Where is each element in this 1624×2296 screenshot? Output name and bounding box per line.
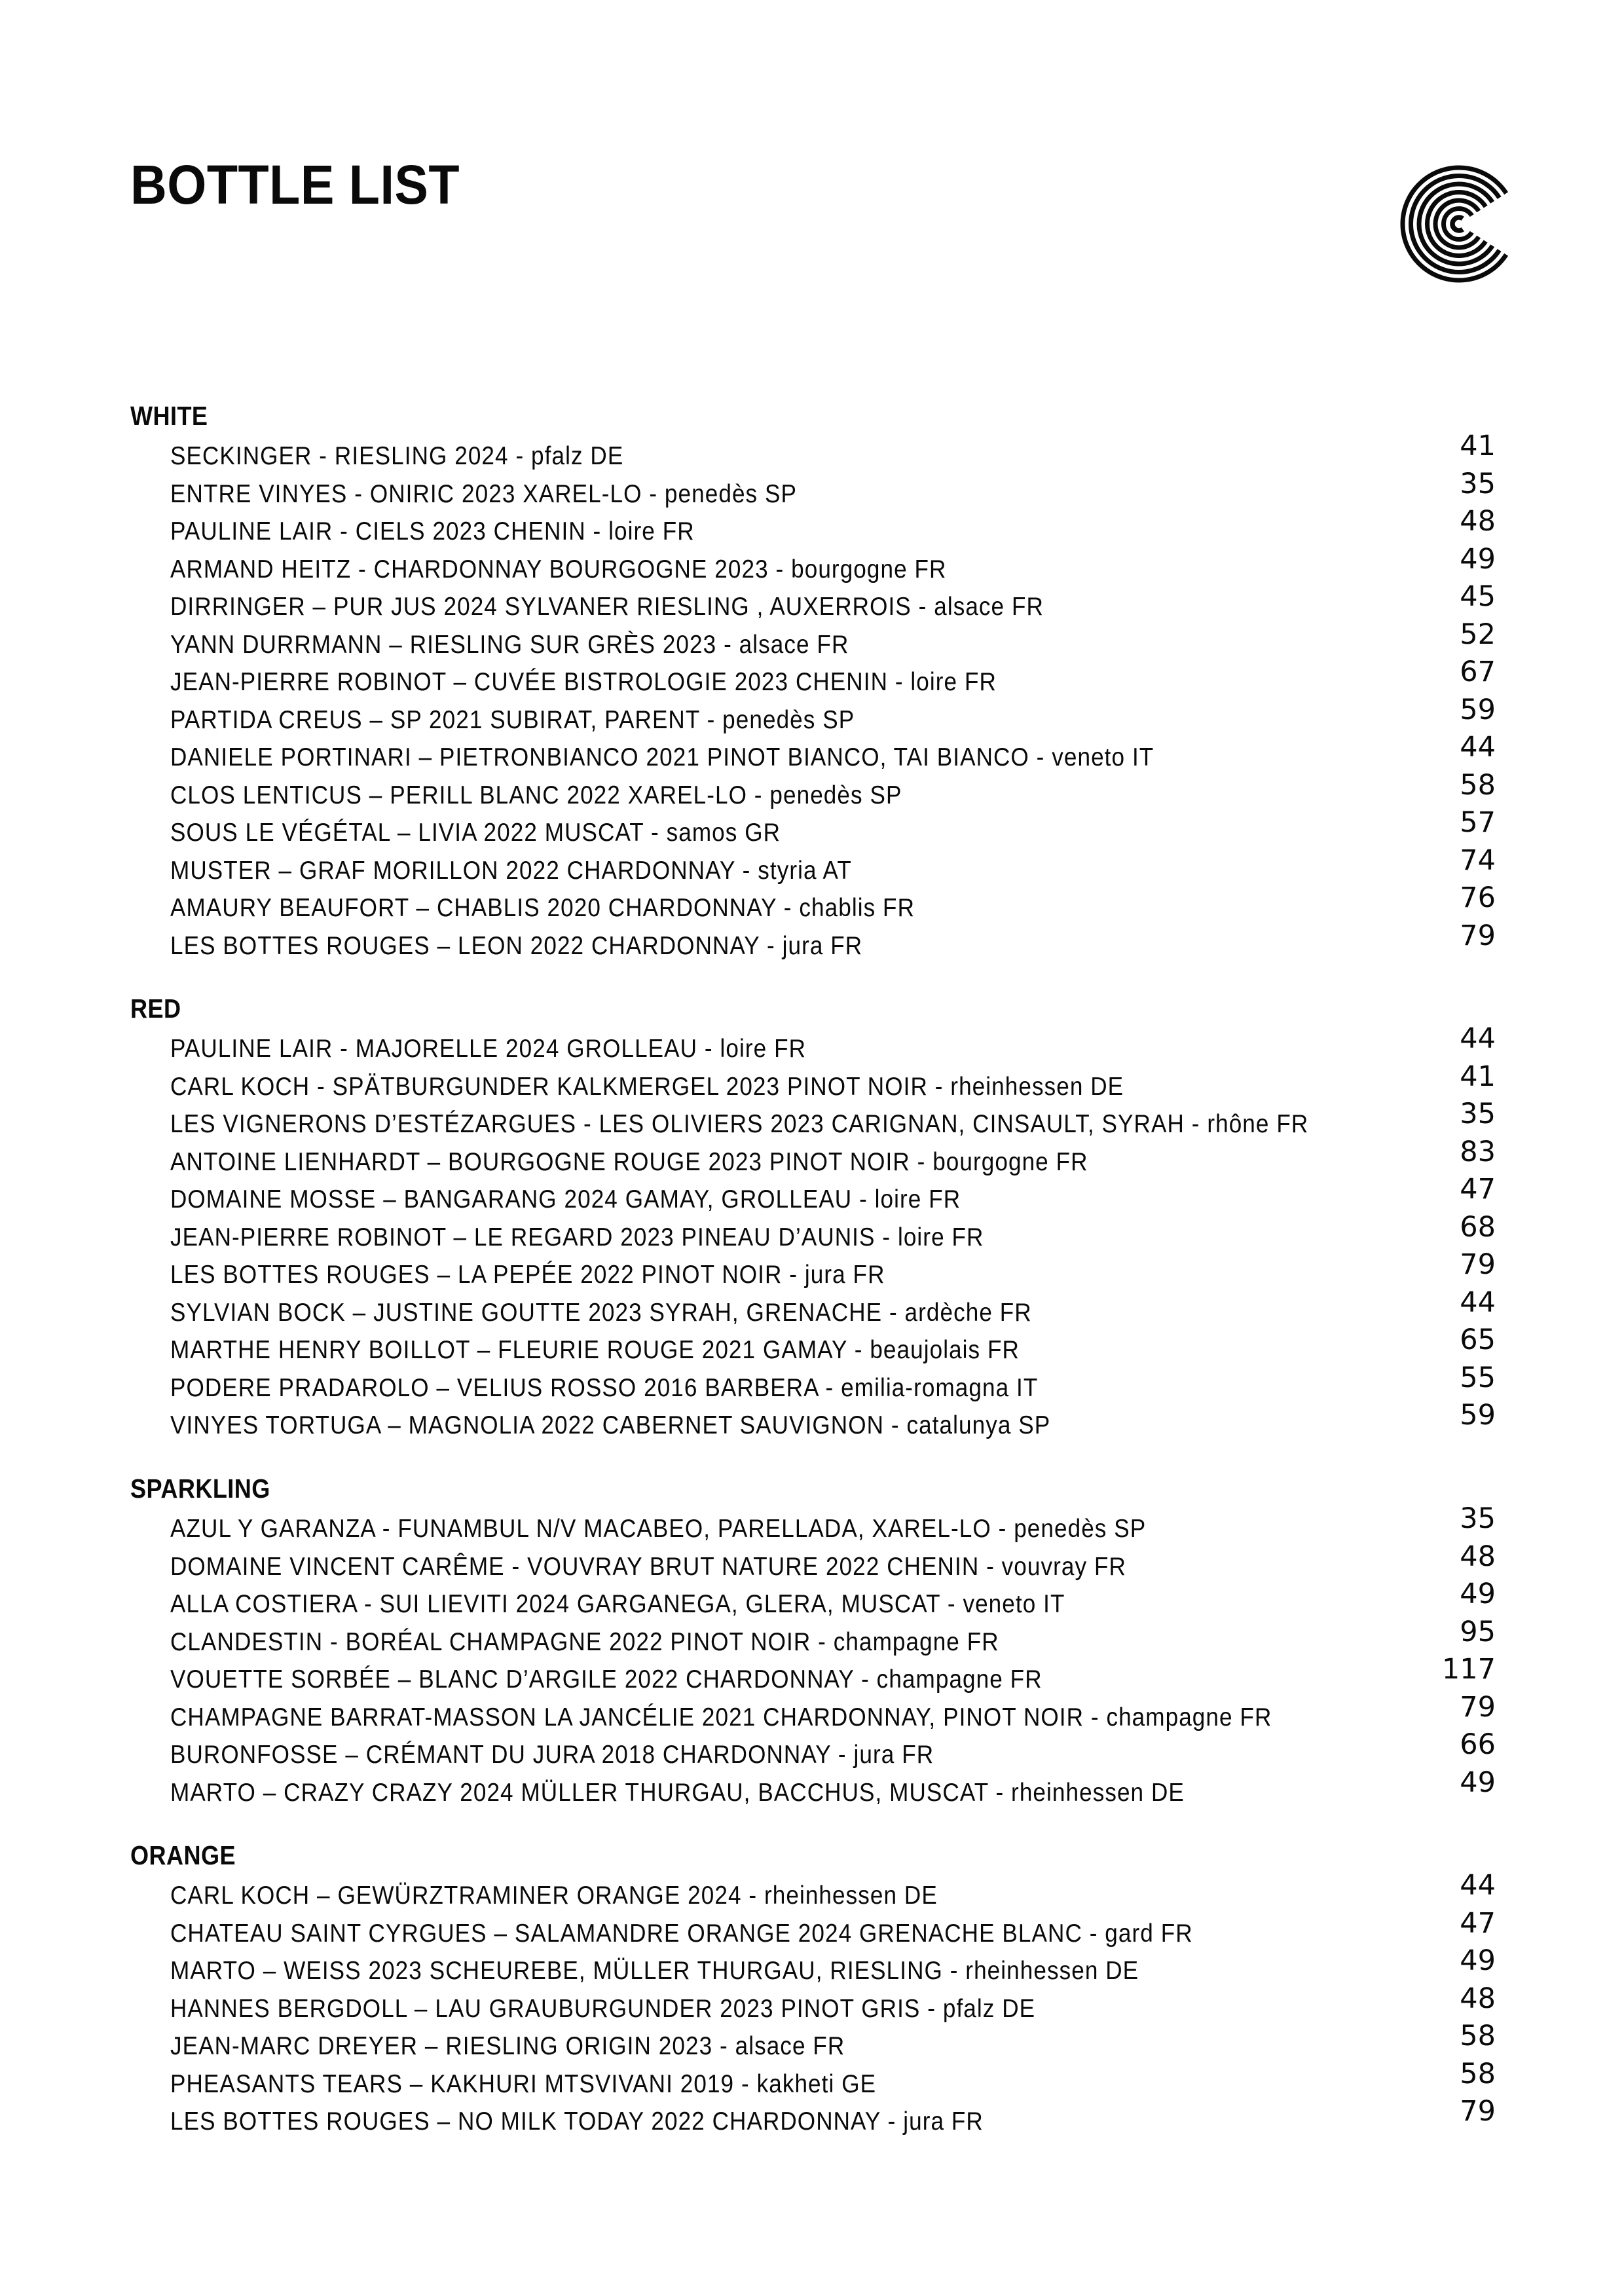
wine-label: CARL KOCH - SPÄTBURGUNDER KALKMERGEL 2023 PINOT NOIR - rheinhessen DE [170, 1072, 1124, 1101]
wine-price: 48 [1460, 1982, 1496, 2015]
wine-label: DIRRINGER – PUR JUS 2024 SYLVANER RIESLING , AUXERROIS - alsace FR [170, 593, 1044, 621]
wine-row [130, 1324, 1496, 1372]
wine-label: MARTO – CRAZY CRAZY 2024 MÜLLER THURGAU, BACCHUS, MUSCAT - rheinhessen DE [170, 1778, 1185, 1807]
wine-row [130, 843, 1496, 893]
wine-row [130, 1906, 1496, 1955]
wine-row [130, 1173, 1496, 1221]
section-header: WHITE [130, 401, 208, 431]
wine-price: 79 [1460, 1690, 1496, 1724]
wine-label: JEAN-PIERRE ROBINOT – LE REGARD 2023 PINEAU D’AUNIS - loire FR [170, 1223, 984, 1251]
wine-row [130, 1399, 1496, 1447]
wine-label: CLANDESTIN - BORÉAL CHAMPAGNE 2022 PINOT NOIR - champagne FR [170, 1627, 999, 1656]
wine-row [130, 2057, 1496, 2106]
concentric-c-logo [1393, 158, 1524, 289]
wine-label: DOMAINE MOSSE – BANGARANG 2024 GAMAY, GROLLEAU - loire FR [170, 1185, 961, 1213]
wine-row [130, 1210, 1496, 1259]
wine-row [130, 505, 1496, 553]
wine-row [130, 542, 1496, 591]
wine-label: LES VIGNERONS D’ESTÉZARGUES - LES OLIVIERS 2023 CARIGNAN, CINSAULT, SYRAH - rhône FR [170, 1110, 1309, 1138]
wine-price: 66 [1460, 1728, 1496, 1761]
section-white [130, 401, 1496, 967]
wine-price: 79 [1460, 2095, 1496, 2128]
wine-row [130, 2095, 1496, 2143]
wine-label: PAULINE LAIR - MAJORELLE 2024 GROLLEAU - loire FR [170, 1035, 807, 1063]
wine-row [130, 1728, 1496, 1777]
wine-row [130, 580, 1496, 629]
wine-price: 55 [1460, 1361, 1496, 1394]
wine-label: SOUS LE VÉGÉTAL – LIVIA 2022 MUSCAT - samos GR [170, 819, 781, 847]
wine-row [130, 2020, 1496, 2068]
wine-price: 59 [1460, 693, 1496, 726]
logo-ring [1419, 184, 1492, 264]
wine-price: 35 [1460, 1502, 1496, 1535]
wine-price: 117 [1441, 1653, 1496, 1686]
wine-row [130, 1869, 1496, 1917]
wine-label: SYLVIAN BOCK – JUSTINE GOUTTE 2023 SYRAH, GRENACHE - ardèche FR [170, 1298, 1032, 1327]
wine-row [130, 1135, 1496, 1184]
wine-price: 58 [1460, 768, 1496, 802]
logo-center-c [1452, 217, 1463, 231]
wine-price: 67 [1460, 656, 1496, 688]
wine-price: 58 [1460, 2020, 1496, 2052]
wine-price: 41 [1460, 430, 1496, 462]
section-red [130, 993, 1496, 1447]
wine-row [130, 1615, 1496, 1664]
wine-row [130, 1502, 1496, 1551]
wine-row [130, 806, 1496, 855]
wine-label: VOUETTE SORBÉE – BLANC D’ARGILE 2022 CHARDONNAY - champagne FR [170, 1665, 1043, 1694]
wine-label: CARL KOCH – GEWÜRZTRAMINER ORANGE 2024 - rheinhessen DE [170, 1881, 938, 1910]
wine-price: 49 [1460, 1944, 1496, 1977]
wine-label: ARMAND HEITZ - CHARDONNAY BOURGOGNE 2023 - bourgogne FR [170, 555, 947, 583]
section-sparkling [130, 1473, 1496, 1814]
wine-label: YANN DURRMANN – RIESLING SUR GRÈS 2023 - alsace FR [170, 630, 849, 659]
wine-row [130, 1540, 1496, 1589]
wine-row [130, 731, 1496, 779]
wine-price: 57 [1460, 806, 1496, 839]
wine-price: 35 [1460, 1098, 1496, 1130]
wine-price: 49 [1460, 1578, 1496, 1610]
wine-label: MUSTER – GRAF MORILLON 2022 CHARDONNAY - styria AT [170, 856, 852, 885]
wine-price: 47 [1460, 1173, 1496, 1206]
wine-price: 41 [1460, 1060, 1496, 1093]
wine-price: 44 [1460, 731, 1496, 764]
wine-label: MARTHE HENRY BOILLOT – FLEURIE ROUGE 2021 GAMAY - beaujolais FR [170, 1336, 1020, 1364]
wine-label: PAULINE LAIR - CIELS 2023 CHENIN - loire FR [170, 517, 695, 546]
wine-label: ENTRE VINYES - ONIRIC 2023 XAREL-LO - penedès SP [170, 479, 797, 508]
wine-price: 49 [1460, 542, 1496, 576]
wine-label: LES BOTTES ROUGES – LA PEPÉE 2022 PINOT NOIR - jura FR [170, 1261, 885, 1289]
wine-price: 59 [1460, 1399, 1496, 1432]
wine-label: JEAN-MARC DREYER – RIESLING ORIGIN 2023 - alsace FR [170, 2032, 845, 2060]
wine-row [130, 430, 1496, 478]
wine-row [130, 1578, 1496, 1626]
wine-row [130, 1653, 1496, 1701]
wine-row [130, 1361, 1496, 1410]
wine-price: 48 [1460, 1540, 1496, 1573]
section-header: RED [130, 993, 181, 1024]
wine-label: ANTOINE LIENHARDT – BOURGOGNE ROUGE 2023 PINOT NOIR - bourgogne FR [170, 1147, 1088, 1176]
section-header: ORANGE [130, 1840, 236, 1870]
wine-row [130, 618, 1496, 667]
wine-row [130, 1766, 1496, 1815]
wine-row [130, 1690, 1496, 1739]
wine-price: 44 [1460, 1869, 1496, 1902]
wine-price: 49 [1460, 1766, 1496, 1799]
wine-label: ALLA COSTIERA - SUI LIEVITI 2024 GARGANEGA, GLERA, MUSCAT - veneto IT [170, 1590, 1065, 1618]
wine-price: 79 [1460, 1248, 1496, 1281]
wine-label: AMAURY BEAUFORT – CHABLIS 2020 CHARDONNAY - chablis FR [170, 894, 915, 922]
wine-label: PHEASANTS TEARS – KAKHURI MTSVIVANI 2019 - kakheti GE [170, 2069, 877, 2098]
wine-row [130, 1060, 1496, 1109]
wine-label: SECKINGER - RIESLING 2024 - pfalz DE [170, 442, 624, 470]
wine-row [130, 1248, 1496, 1297]
wine-label: CLOS LENTICUS – PERILL BLANC 2022 XAREL-LO - penedès SP [170, 781, 902, 809]
wine-price: 45 [1460, 580, 1496, 613]
wine-price: 76 [1460, 881, 1496, 914]
wine-price: 44 [1460, 1286, 1496, 1319]
logo-ring [1444, 209, 1472, 240]
wine-row [130, 768, 1496, 817]
page-title: BOTTLE LIST [130, 154, 460, 215]
section-orange [130, 1840, 1496, 2143]
wine-label: PARTIDA CREUS – SP 2021 SUBIRAT, PARENT - penedès SP [170, 705, 855, 734]
wine-price: 68 [1460, 1210, 1496, 1244]
wine-price: 47 [1460, 1906, 1496, 1940]
wine-label: LES BOTTES ROUGES – NO MILK TODAY 2022 CHARDONNAY - jura FR [170, 2107, 984, 2136]
wine-label: DOMAINE VINCENT CARÊME - VOUVRAY BRUT NATURE 2022 CHENIN - vouvray FR [170, 1552, 1126, 1581]
wine-price: 95 [1460, 1615, 1496, 1648]
wine-row [130, 1944, 1496, 1993]
wine-label: HANNES BERGDOLL – LAU GRAUBURGUNDER 2023 PINOT GRIS - pfalz DE [170, 1994, 1036, 2023]
wine-row [130, 1098, 1496, 1146]
wine-label: PODERE PRADAROLO – VELIUS ROSSO 2016 BARBERA - emilia-romagna IT [170, 1373, 1039, 1402]
wine-label: DANIELE PORTINARI – PIETRONBIANCO 2021 PINOT BIANCO, TAI BIANCO - veneto IT [170, 743, 1154, 771]
wine-price: 48 [1460, 505, 1496, 538]
wine-price: 83 [1460, 1135, 1496, 1168]
wine-price: 35 [1460, 467, 1496, 500]
section-header: SPARKLING [130, 1473, 270, 1504]
wine-row [130, 1982, 1496, 2031]
wine-price: 79 [1460, 919, 1496, 952]
wine-price: 74 [1460, 843, 1496, 877]
wine-label: CHAMPAGNE BARRAT-MASSON LA JANCÉLIE 2021 CHARDONNAY, PINOT NOIR - champagne FR [170, 1703, 1272, 1731]
wine-label: VINYES TORTUGA – MAGNOLIA 2022 CABERNET SAUVIGNON - catalunya SP [170, 1411, 1051, 1439]
wine-label: AZUL Y GARANZA - FUNAMBUL N/V MACABEO, PARELLADA, XAREL-LO - penedès SP [170, 1515, 1147, 1543]
wine-label: MARTO – WEISS 2023 SCHEUREBE, MÜLLER THURGAU, RIESLING - rheinhessen DE [170, 1957, 1139, 1985]
wine-price: 58 [1460, 2057, 1496, 2090]
wine-row [130, 467, 1496, 516]
wine-label: LES BOTTES ROUGES – LEON 2022 CHARDONNAY - jura FR [170, 931, 863, 960]
wine-row [130, 693, 1496, 742]
wine-row [130, 656, 1496, 704]
wine-price: 52 [1460, 618, 1496, 651]
wine-label: JEAN-PIERRE ROBINOT – CUVÉE BISTROLOGIE 2023 CHENIN - loire FR [170, 668, 997, 696]
wine-row [130, 881, 1496, 930]
wine-price: 65 [1460, 1324, 1496, 1356]
wine-row [130, 919, 1496, 968]
wine-price: 44 [1460, 1022, 1496, 1055]
wine-row [130, 1286, 1496, 1335]
wine-label: BURONFOSSE – CRÉMANT DU JURA 2018 CHARDONNAY - jura FR [170, 1741, 934, 1769]
wine-row [130, 1022, 1496, 1071]
wine-label: CHATEAU SAINT CYRGUES – SALAMANDRE ORANGE 2024 GRENACHE BLANC - gard FR [170, 1919, 1193, 1948]
